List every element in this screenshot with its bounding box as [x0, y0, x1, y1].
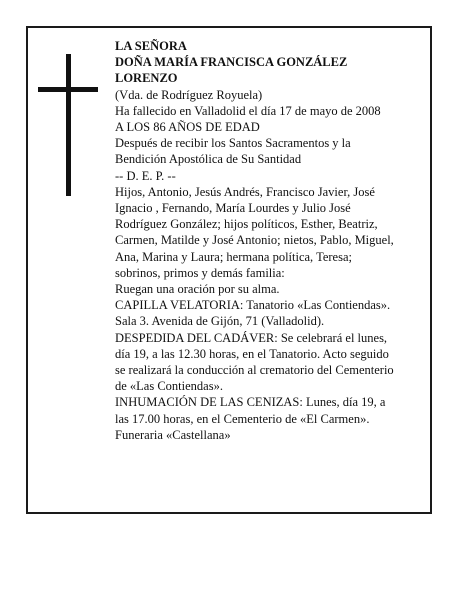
notice-line: LA SEÑORA: [115, 39, 187, 53]
notice-line: Ana, Marina y Laura; hermana política, Teresa;: [115, 249, 352, 264]
notice-line: Rodríguez González; hijos políticos, Esther, Beatriz,: [115, 217, 378, 232]
notice-line: DESPEDIDA DEL CADÁVER: Se celebrará el lunes,: [115, 330, 388, 345]
notice-line: Bendición Apostólica de Su Santidad: [115, 152, 302, 167]
notice-line: Después de recibir los Santos Sacramentos y la: [115, 136, 351, 151]
notice-line: -- D. E. P. --: [115, 168, 176, 183]
notice-line: A LOS 86 AÑOS DE EDAD: [115, 120, 260, 135]
notice-line: CAPILLA VELATORIA: Tanatorio «Las Contiendas».: [115, 298, 391, 313]
notice-line: de «Las Contiendas».: [115, 379, 223, 394]
cross-vertical-bar: [66, 54, 71, 196]
notice-line: (Vda. de Rodríguez Royuela): [115, 87, 263, 102]
notice-line: Ha fallecido en Valladolid el día 17 de mayo de 2008: [115, 103, 381, 118]
notice-line: Ruegan una oración por su alma.: [115, 282, 280, 297]
notice-line: sobrinos, primos y demás familia:: [115, 265, 285, 280]
cross-horizontal-bar: [38, 87, 98, 92]
notice-line: DOÑA MARÍA FRANCISCA GONZÁLEZ: [115, 55, 348, 70]
obituary-text: [115, 38, 427, 443]
notice-line: Sala 3. Avenida de Gijón, 71 (Valladolid).: [115, 314, 325, 329]
cross-icon: [38, 54, 98, 196]
notice-line: LORENZO: [115, 71, 178, 86]
notice-line: las 17.00 horas, en el Cementerio de «El Carmen».: [115, 411, 370, 426]
notice-line: día 19, a las 12.30 horas, en el Tanatorio. Acto seguido: [115, 346, 389, 361]
notice-line: INHUMACIÓN DE LAS CENIZAS: Lunes, día 19, a: [115, 395, 386, 410]
notice-line: Funeraria «Castellana»: [115, 427, 231, 442]
notice-line: se realizará la conducción al crematorio del Cementerio: [115, 363, 394, 378]
notice-line: Carmen, Matilde y José Antonio; nietos, Pablo, Miguel,: [115, 233, 394, 248]
notice-line: Ignacio , Fernando, María Lourdes y Julio José: [115, 201, 351, 216]
notice-line: Hijos, Antonio, Jesús Andrés, Francisco Javier, José: [115, 184, 375, 199]
